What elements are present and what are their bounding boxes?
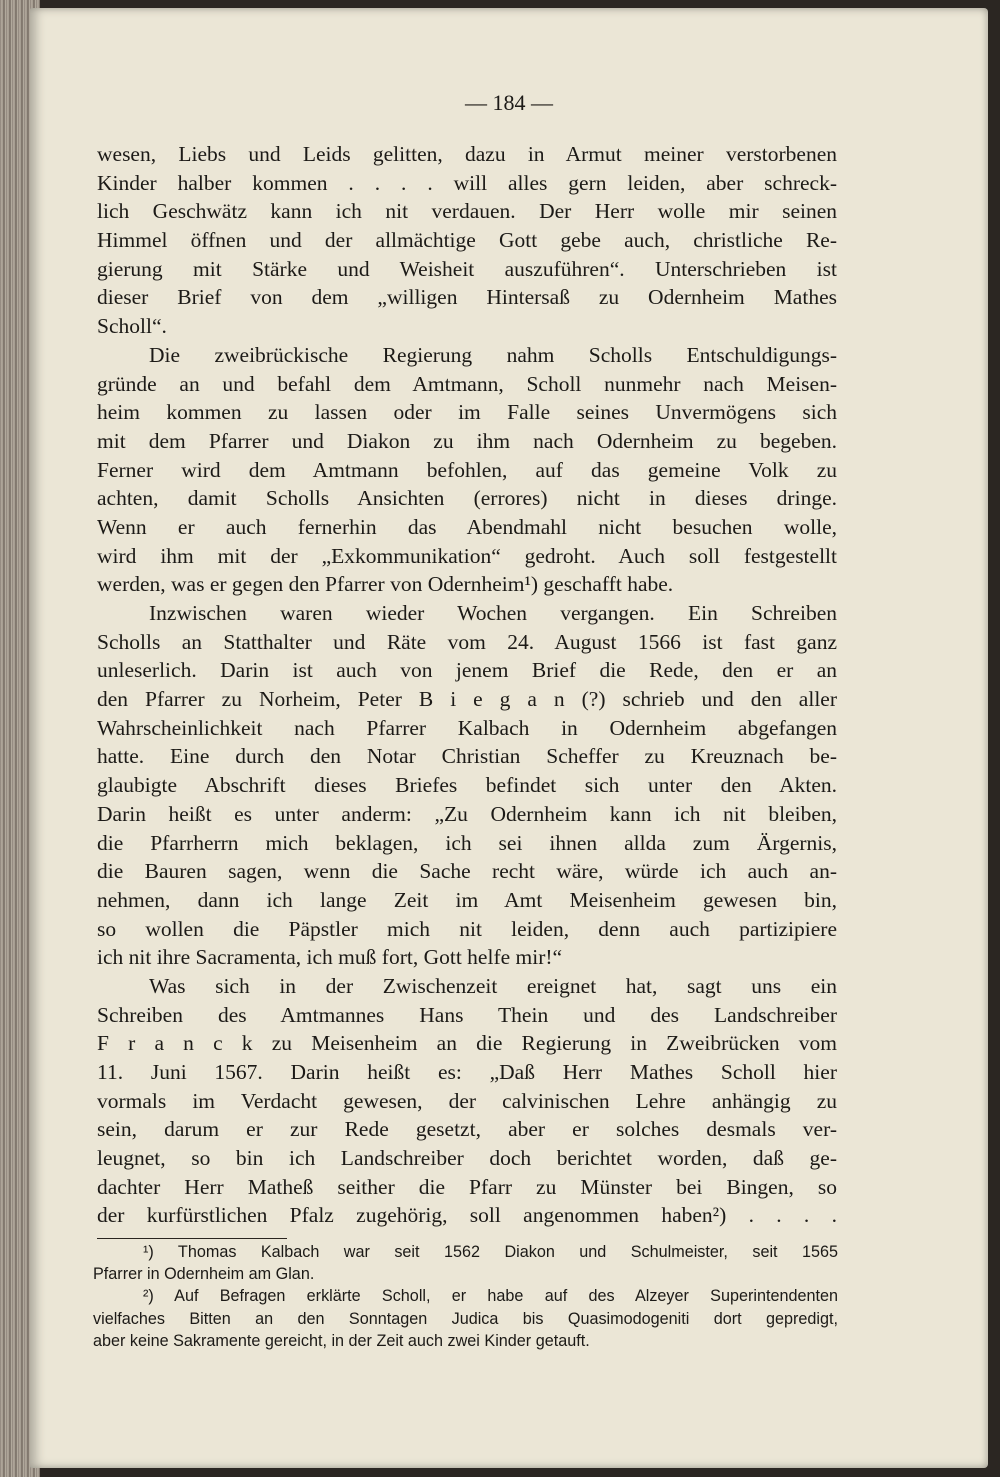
text-line: 11. Juni 1567. Darin heißt es: „Daß Herr Mathes Scholl hier [97, 1060, 837, 1084]
footnotes [93, 1241, 838, 1352]
text-line: die Bauren sagen, wenn die Sache recht wäre, würde ich auch an- [97, 859, 837, 884]
text-line: Was sich in der Zwischenzeit ereignet hat, sagt uns ein [149, 973, 837, 998]
text-line: den Pfarrer zu Norheim, Peter B i e g a n (?) schrieb und den aller [97, 687, 837, 712]
footnote-line: aber keine Sakramente gereicht, in der Zeit auch zwei Kinder getauft. [93, 1331, 590, 1350]
text-line: Inzwischen waren wieder Wochen vergangen. Ein Schreiben [149, 601, 837, 625]
body-text [97, 140, 837, 1230]
footnote-line: Pfarrer in Odernheim am Glan. [93, 1265, 315, 1284]
text-line: Scholls an Statthalter und Räte vom 24. August 1566 ist fast ganz [97, 629, 837, 654]
footnote-line: vielfaches Bitten an den Sonntagen Judica bis Quasimodogeniti dort gepredigt, [93, 1309, 838, 1328]
text-line: Schreiben des Amtmannes Hans Thein und des Landschreiber [97, 1002, 837, 1027]
text-line: dachter Herr Matheß seither die Pfarr zu Münster bei Bingen, so [97, 1174, 837, 1199]
text-line: die Pfarrherrn mich beklagen, ich sei ihnen allda zum Ärgernis, [97, 830, 837, 855]
text-line: heim kommen zu lassen oder im Falle seines Unvermögens sich [97, 400, 837, 425]
text-line: leugnet, so bin ich Landschreiber doch berichtet worden, daß ge- [97, 1146, 837, 1171]
text-line: Darin heißt es unter anderm: „Zu Odernheim kann ich nit bleiben, [97, 801, 837, 826]
text-line: Scholl“. [97, 314, 167, 339]
text-line: der kurfürstlichen Pfalz zugehörig, soll angenommen haben²) . . . . [97, 1203, 837, 1228]
text-line: sein, darum er zur Rede gesetzt, aber er solches desmals ver- [97, 1117, 837, 1142]
text-line: Wahrscheinlichkeit nach Pfarrer Kalbach in Odernheim abgefangen [97, 715, 837, 740]
page-number: — 184 — [465, 90, 553, 115]
text-line: Kinder halber kommen . . . . will alles gern leiden, aber schreck- [97, 170, 837, 195]
text-line: unleserlich. Darin ist auch von jenem Brief die Rede, den er an [97, 658, 837, 683]
text-line: hatte. Eine durch den Notar Christian Scheffer zu Kreuznach be- [97, 744, 837, 769]
text-line: dieser Brief von dem „willigen Hintersaß zu Odernheim Mathes [97, 285, 837, 310]
text-line: Himmel öffnen und der allmächtige Gott gebe auch, christliche Re- [97, 228, 837, 253]
text-line: F r a n c k zu Meisenheim an die Regierung in Zweibrücken vom [97, 1031, 837, 1056]
text-line: nehmen, dann ich lange Zeit im Amt Meisenheim gewesen bin, [97, 887, 837, 912]
text-line: achten, damit Scholls Ansichten (errores) nicht in dieses dringe. [97, 486, 837, 511]
text-line: Ferner wird dem Amtmann befohlen, auf das gemeine Volk zu [97, 457, 837, 482]
text-line: lich Geschwätz kann ich nit verdauen. Der Herr wolle mir seinen [97, 199, 837, 224]
footnote-separator [97, 1238, 287, 1239]
text-line: Wenn er auch fernerhin das Abendmahl nicht besuchen wolle, [97, 514, 837, 539]
text-line: vormals im Verdacht gewesen, der calvinischen Lehre anhängig zu [97, 1088, 837, 1113]
text-line: gierung mit Stärke und Weisheit auszuführen“. Unterschrieben ist [97, 256, 837, 281]
text-line: so wollen die Päpstler mich nit leiden, denn auch partizipiere [97, 916, 837, 941]
text-line: mit dem Pfarrer und Diakon zu ihm nach Odernheim zu begeben. [97, 428, 837, 453]
text-line: Die zweibrückische Regierung nahm Scholls Entschuldigungs- [149, 342, 837, 367]
text-line: wesen, Liebs und Leids gelitten, dazu in Armut meiner verstorbenen [97, 142, 837, 166]
footnote-line: ¹) Thomas Kalbach war seit 1562 Diakon und Schulmeister, seit 1565 [143, 1243, 838, 1261]
text-line: wird ihm mit der „Exkommunikation“ gedroht. Auch soll festgestellt [97, 543, 837, 568]
text-line: glaubigte Abschrift dieses Briefes befindet sich unter den Akten. [97, 773, 837, 798]
text-line: gründe an und befahl dem Amtmann, Scholl nunmehr nach Meisen- [97, 371, 837, 396]
text-line: ich nit ihre Sacramenta, ich muß fort, Gott helfe mir!“ [97, 945, 563, 970]
footnote-line: ²) Auf Befragen erklärte Scholl, er habe auf des Alzeyer Superintendenten [143, 1287, 838, 1306]
text-line: werden, was er gegen den Pfarrer von Odernheim¹) geschafft habe. [97, 572, 674, 597]
